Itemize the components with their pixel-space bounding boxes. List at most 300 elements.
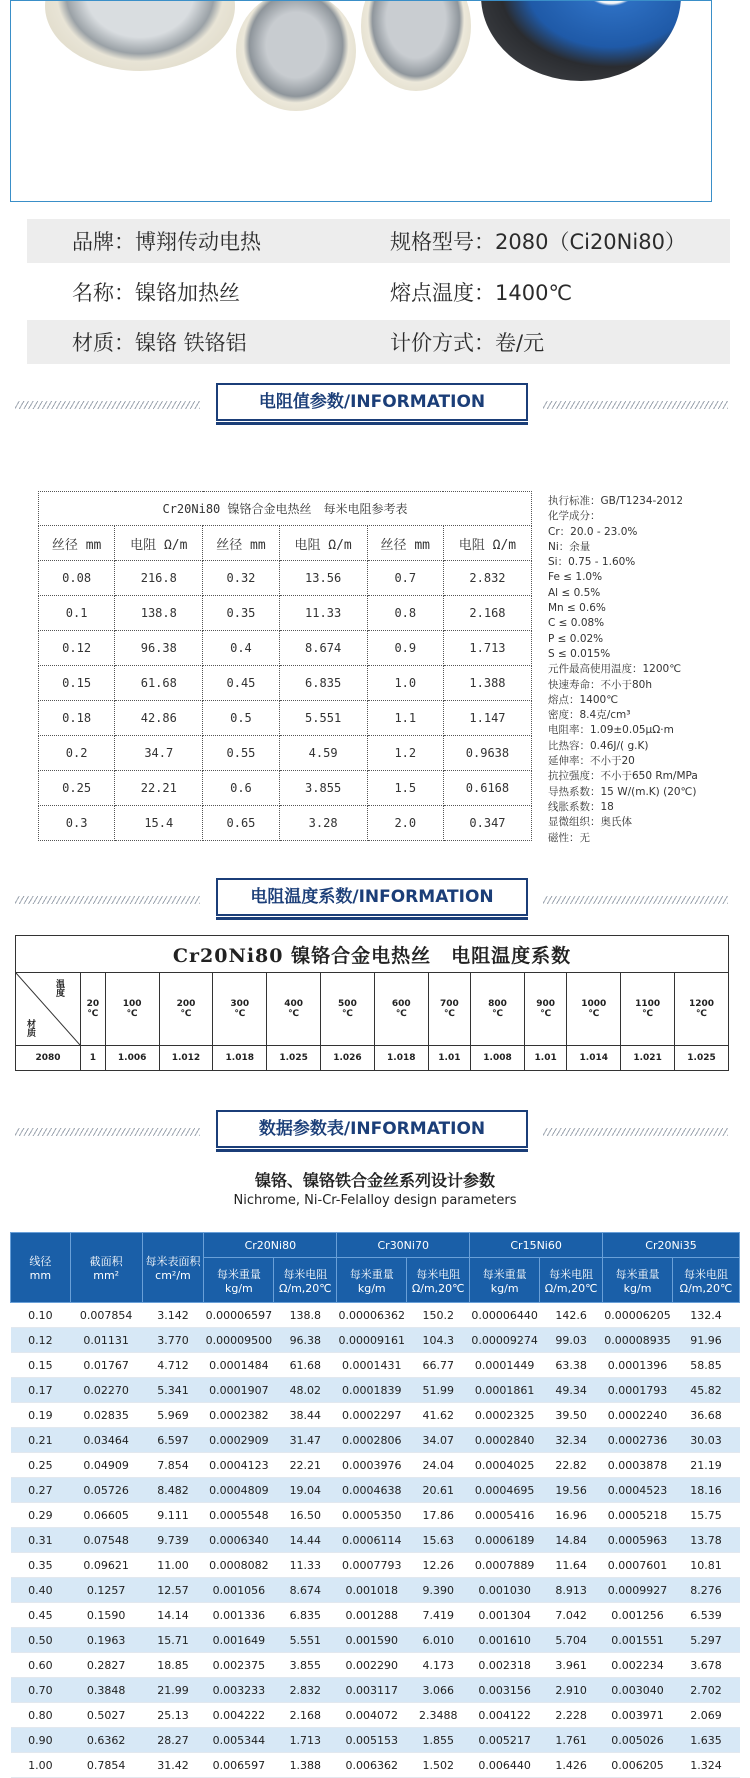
- table-row: [11, 1353, 740, 1378]
- property-line: 显微组织：奥氏体: [548, 816, 632, 829]
- property-line: 快速寿命：不小于80h: [548, 678, 653, 691]
- spec-name: 名称：镍铬加热丝: [72, 281, 240, 305]
- table-cell: 7.419: [407, 1603, 470, 1628]
- property-line: C ≤ 0.08%: [548, 617, 605, 630]
- table-cell: 0.0007793: [337, 1553, 407, 1578]
- temp-header-cell: 100 ℃: [105, 973, 159, 1046]
- table-cell: 6.010: [407, 1628, 470, 1653]
- temp-value-cell: 1.012: [159, 1046, 213, 1071]
- table-cell: 0.003233: [204, 1678, 274, 1703]
- table-cell: 3.142: [142, 1303, 204, 1328]
- table-cell: 0.35: [11, 1553, 71, 1578]
- table-cell: 0.0004638: [337, 1478, 407, 1503]
- spec-row-material: [27, 320, 730, 364]
- table-cell: 0.004072: [337, 1703, 407, 1728]
- spec-melting-point: 熔点温度：1400℃: [390, 281, 573, 305]
- table-cell: 11.33: [279, 596, 367, 631]
- table-cell: 0.25: [39, 771, 115, 806]
- table-cell: 0.0004695: [470, 1478, 540, 1503]
- table-cell: 32.34: [540, 1428, 603, 1453]
- table-cell: 0.0004523: [603, 1478, 673, 1503]
- table-cell: 1.426: [540, 1753, 603, 1778]
- temp-value-cell: 1.018: [213, 1046, 267, 1071]
- table-cell: 1.2: [367, 736, 443, 771]
- table-row: [11, 1678, 740, 1703]
- property-line: Ni：余量: [548, 540, 591, 553]
- table-cell: 0.005344: [204, 1728, 274, 1753]
- table-cell: 14.84: [540, 1528, 603, 1553]
- hatch-right: [543, 401, 728, 409]
- property-line: 熔点：1400℃: [548, 693, 619, 706]
- table-cell: 0.35: [203, 596, 279, 631]
- property-line: 密度：8.4克/cm³: [548, 709, 631, 722]
- table-cell: 0.0003878: [603, 1453, 673, 1478]
- table-cell: 1.713: [274, 1728, 337, 1753]
- sub-header-weight: 每米重量 kg/m: [470, 1258, 540, 1303]
- table-cell: 0.32: [203, 561, 279, 596]
- table-cell: 0.001056: [204, 1578, 274, 1603]
- temp-value-cell: 1.018: [374, 1046, 428, 1071]
- product-photo: [10, 0, 712, 202]
- table-cell: 0.65: [203, 806, 279, 841]
- table-cell: 0.001304: [470, 1603, 540, 1628]
- alloy-header: Cr20Ni35: [603, 1233, 740, 1258]
- header-cell: 电阻 Ω/m: [279, 526, 367, 561]
- temp-value-cell: 1.006: [105, 1046, 159, 1071]
- params-title-cn: 镍铬、镍铬铁合金丝系列设计参数: [254, 1171, 495, 1190]
- table-cell: 12.57: [142, 1578, 204, 1603]
- table-cell: 11.00: [142, 1553, 204, 1578]
- table-cell: 0.90: [11, 1728, 71, 1753]
- table-cell: 2.910: [540, 1678, 603, 1703]
- table-cell: 6.835: [274, 1603, 337, 1628]
- table-cell: 0.0007889: [470, 1553, 540, 1578]
- table-cell: 34.7: [115, 736, 203, 771]
- table-row: [11, 1478, 740, 1503]
- table-cell: 0.001336: [204, 1603, 274, 1628]
- sub-header-weight: 每米重量 kg/m: [204, 1258, 274, 1303]
- table-cell: 0.5: [203, 701, 279, 736]
- table-cell: 20.61: [407, 1478, 470, 1503]
- table-cell: 0.00006362: [337, 1303, 407, 1328]
- table-cell: 16.96: [540, 1503, 603, 1528]
- table-cell: 19.56: [540, 1478, 603, 1503]
- header-cell: 丝径 mm: [367, 526, 443, 561]
- temp-header-cell: 300 ℃: [213, 973, 267, 1046]
- table-cell: 0.0002325: [470, 1403, 540, 1428]
- wire-spool-3: [361, 0, 471, 91]
- table-cell: 49.34: [540, 1378, 603, 1403]
- table-cell: 0.005217: [470, 1728, 540, 1753]
- table-cell: 0.00006205: [603, 1303, 673, 1328]
- table-cell: 0.07548: [70, 1528, 142, 1553]
- spec-pricing: 计价方式：卷/元: [390, 331, 545, 355]
- table-cell: 14.44: [274, 1528, 337, 1553]
- table-cell: 0.60: [11, 1653, 71, 1678]
- table-cell: 0.00008935: [603, 1328, 673, 1353]
- table-row: [11, 1553, 740, 1578]
- table-cell: 0.18: [39, 701, 115, 736]
- table-cell: 0.0002840: [470, 1428, 540, 1453]
- table-cell: 0.0001793: [603, 1378, 673, 1403]
- table-row: [11, 1578, 740, 1603]
- table-cell: 0.0002382: [204, 1403, 274, 1428]
- table-cell: 42.86: [115, 701, 203, 736]
- table-cell: 2.702: [673, 1678, 740, 1703]
- table-cell: 0.04909: [70, 1453, 142, 1478]
- wire-spool-blue: [481, 0, 681, 81]
- spec-material: 材质：镍铬 铁铬铝: [72, 331, 247, 355]
- table-cell: 0.002290: [337, 1653, 407, 1678]
- col-area: 截面积 mm²: [70, 1233, 142, 1303]
- temp-header-cell: 900 ℃: [524, 973, 566, 1046]
- table-cell: 0.12: [39, 631, 115, 666]
- table-cell: 142.6: [540, 1303, 603, 1328]
- table-cell: 48.02: [274, 1378, 337, 1403]
- temp-value-cell: 1.01: [428, 1046, 470, 1071]
- table-cell: 2.832: [274, 1678, 337, 1703]
- table-row: [39, 771, 532, 806]
- table-cell: 0.2827: [70, 1653, 142, 1678]
- table-cell: 15.75: [673, 1503, 740, 1528]
- table-cell: 0.006205: [603, 1753, 673, 1778]
- table-cell: 0.02270: [70, 1378, 142, 1403]
- table-cell: 8.674: [274, 1578, 337, 1603]
- table-cell: 0.21: [11, 1428, 71, 1453]
- temp-value-cell: 1.008: [471, 1046, 525, 1071]
- table-cell: 0.0004123: [204, 1453, 274, 1478]
- table-cell: 0.0005416: [470, 1503, 540, 1528]
- table-cell: 18.16: [673, 1478, 740, 1503]
- table-cell: 150.2: [407, 1303, 470, 1328]
- table-cell: 1.00: [11, 1753, 71, 1778]
- property-line: 磁性：无: [548, 831, 590, 844]
- table-cell: 0.0002909: [204, 1428, 274, 1453]
- temp-value-cell: 1.025: [267, 1046, 321, 1071]
- table-cell: 5.341: [142, 1378, 204, 1403]
- table-cell: 0.0005963: [603, 1528, 673, 1553]
- table-cell: 3.066: [407, 1678, 470, 1703]
- table-cell: 3.678: [673, 1653, 740, 1678]
- section-title: 数据参数表/INFORMATION: [216, 1110, 528, 1148]
- col-diameter: 线径 mm: [11, 1233, 71, 1303]
- table-row: [11, 1303, 740, 1328]
- temp-coef-table: [15, 935, 729, 1071]
- table-cell: 14.14: [142, 1603, 204, 1628]
- table-cell: 0.00009500: [204, 1328, 274, 1353]
- table-cell: 0.0006189: [470, 1528, 540, 1553]
- table-cell: 0.55: [203, 736, 279, 771]
- table-cell: 96.38: [274, 1328, 337, 1353]
- table-cell: 25.13: [142, 1703, 204, 1728]
- temp-header-cell: 1000 ℃: [567, 973, 621, 1046]
- table-cell: 0.006440: [470, 1753, 540, 1778]
- table-row: [11, 1428, 740, 1453]
- property-line: Si：0.75 - 1.60%: [548, 556, 636, 569]
- temp-header-cell: 200 ℃: [159, 973, 213, 1046]
- table-cell: 0.29: [11, 1503, 71, 1528]
- table-cell: 13.56: [279, 561, 367, 596]
- table-cell: 0.003156: [470, 1678, 540, 1703]
- hatch-left: [15, 896, 200, 904]
- table-cell: 0.00009274: [470, 1328, 540, 1353]
- table-cell: 34.07: [407, 1428, 470, 1453]
- sub-header-resistance: 每米电阻 Ω/m,20℃: [274, 1258, 337, 1303]
- table-cell: 0.1: [39, 596, 115, 631]
- table-cell: 104.3: [407, 1328, 470, 1353]
- table-cell: 41.62: [407, 1403, 470, 1428]
- table-cell: 0.1257: [70, 1578, 142, 1603]
- table-cell: 0.00009161: [337, 1328, 407, 1353]
- table-cell: 2.228: [540, 1703, 603, 1728]
- table-cell: 5.704: [540, 1628, 603, 1653]
- property-line: 延伸率：不小于20: [548, 755, 635, 768]
- table-cell: 0.0002297: [337, 1403, 407, 1428]
- table-cell: 0.0001907: [204, 1378, 274, 1403]
- temp-value-cell: 1.025: [675, 1046, 729, 1071]
- table-row: [11, 1728, 740, 1753]
- property-line: 比热容：0.46J/( g.K): [548, 739, 649, 752]
- table-cell: 22.21: [115, 771, 203, 806]
- hatch-right: [543, 896, 728, 904]
- table-cell: 15.63: [407, 1528, 470, 1553]
- table-cell: 0.15: [39, 666, 115, 701]
- table-cell: 0.002375: [204, 1653, 274, 1678]
- table-cell: 0.0006114: [337, 1528, 407, 1553]
- table-cell: 0.6168: [443, 771, 531, 806]
- table-cell: 1.388: [274, 1753, 337, 1778]
- table-cell: 63.38: [540, 1353, 603, 1378]
- temp-header-cell: 20 ℃: [81, 973, 106, 1046]
- property-line: 执行标准：GB/T1234-2012: [548, 495, 684, 507]
- table-cell: 0.8: [367, 596, 443, 631]
- table-cell: 0.3848: [70, 1678, 142, 1703]
- header-cell: 电阻 Ω/m: [115, 526, 203, 561]
- table-row: [11, 1703, 740, 1728]
- table-cell: 1.761: [540, 1728, 603, 1753]
- table-cell: 15.4: [115, 806, 203, 841]
- header-cell: 电阻 Ω/m: [443, 526, 531, 561]
- table-cell: 0.0001861: [470, 1378, 540, 1403]
- table-cell: 0.0003976: [337, 1453, 407, 1478]
- table-cell: 2.3488: [407, 1703, 470, 1728]
- property-line: Mn ≤ 0.6%: [548, 602, 606, 615]
- table-cell: 0.5027: [70, 1703, 142, 1728]
- table-cell: 0.003117: [337, 1678, 407, 1703]
- table-cell: 0.00006597: [204, 1303, 274, 1328]
- temp-header-cell: 400 ℃: [267, 973, 321, 1046]
- table-cell: 0.0007601: [603, 1553, 673, 1578]
- table-cell: 0.50: [11, 1628, 71, 1653]
- table-cell: 0.0002736: [603, 1428, 673, 1453]
- table-row: [39, 666, 532, 701]
- table-cell: 0.0004025: [470, 1453, 540, 1478]
- table-cell: 1.713: [443, 631, 531, 666]
- table-cell: 9.111: [142, 1503, 204, 1528]
- property-line: 抗拉强度：不小于650 Rm/MPa: [548, 770, 698, 783]
- sub-header-weight: 每米重量 kg/m: [603, 1258, 673, 1303]
- temp-table-title: Cr20Ni80 镍铬合金电热丝 电阻温度系数: [16, 936, 729, 973]
- table-cell: 22.21: [274, 1453, 337, 1478]
- property-line: 化学成分：: [548, 510, 601, 523]
- table-cell: 0.001590: [337, 1628, 407, 1653]
- temp-header-cell: 500 ℃: [321, 973, 375, 1046]
- table-cell: 15.71: [142, 1628, 204, 1653]
- table-cell: 0.2: [39, 736, 115, 771]
- table-cell: 13.78: [673, 1528, 740, 1553]
- table-cell: 7.042: [540, 1603, 603, 1628]
- table-cell: 2.832: [443, 561, 531, 596]
- table-cell: 30.03: [673, 1428, 740, 1453]
- table-row: [11, 1503, 740, 1528]
- section-title: 电阻温度系数/INFORMATION: [216, 878, 528, 916]
- sub-header-resistance: 每米电阻 Ω/m,20℃: [673, 1258, 740, 1303]
- table-cell: 0.7854: [70, 1753, 142, 1778]
- table-row: [11, 1603, 740, 1628]
- temp-value-cell: 1.026: [321, 1046, 375, 1071]
- table-row: [39, 736, 532, 771]
- table-cell: 0.0001431: [337, 1353, 407, 1378]
- table-cell: 31.42: [142, 1753, 204, 1778]
- table-cell: 216.8: [115, 561, 203, 596]
- table-cell: 0.007854: [70, 1303, 142, 1328]
- temp-value-cell: 1.014: [567, 1046, 621, 1071]
- table-cell: 0.70: [11, 1678, 71, 1703]
- table-row: [39, 701, 532, 736]
- table-cell: 0.001288: [337, 1603, 407, 1628]
- table-cell: 0.004122: [470, 1703, 540, 1728]
- table-cell: 0.6: [203, 771, 279, 806]
- property-line: P ≤ 0.02%: [548, 632, 604, 645]
- property-line: Al ≤ 0.5%: [548, 586, 601, 599]
- table-cell: 39.50: [540, 1403, 603, 1428]
- table-cell: 0.006362: [337, 1753, 407, 1778]
- table-cell: 0.27: [11, 1478, 71, 1503]
- table-cell: 36.68: [673, 1403, 740, 1428]
- table-cell: 0.001018: [337, 1578, 407, 1603]
- table-cell: 96.38: [115, 631, 203, 666]
- sub-header-resistance: 每米电阻 Ω/m,20℃: [540, 1258, 603, 1303]
- alloy-header: Cr20Ni80: [204, 1233, 337, 1258]
- spec-brand: 品牌：博翔传动电热: [72, 230, 261, 254]
- section-header-resistance: [0, 383, 750, 427]
- table-cell: 1.0: [367, 666, 443, 701]
- table-cell: 0.0001449: [470, 1353, 540, 1378]
- temp-header-cell: 800 ℃: [471, 973, 525, 1046]
- table-cell: 0.03464: [70, 1428, 142, 1453]
- table-cell: 19.04: [274, 1478, 337, 1503]
- table-cell: 2.069: [673, 1703, 740, 1728]
- property-line: 元件最高使用温度：1200℃: [548, 663, 682, 676]
- table-cell: 0.0001484: [204, 1353, 274, 1378]
- table-cell: 3.855: [274, 1653, 337, 1678]
- params-title-en: Nichrome, Ni-Cr-Felalloy design parameters: [233, 1193, 517, 1208]
- table-cell: 11.33: [274, 1553, 337, 1578]
- property-line: 导热系数：15 W/(m.K) (20℃): [548, 785, 697, 798]
- table-cell: 10.81: [673, 1553, 740, 1578]
- table-cell: 0.19: [11, 1403, 71, 1428]
- table-cell: 24.04: [407, 1453, 470, 1478]
- table-cell: 0.0001396: [603, 1353, 673, 1378]
- col-surface: 每米表面积 cm²/m: [142, 1233, 204, 1303]
- table-cell: 0.347: [443, 806, 531, 841]
- table-cell: 4.173: [407, 1653, 470, 1678]
- temp-header-cell: 700 ℃: [428, 973, 470, 1046]
- material-properties: [548, 494, 748, 846]
- table-cell: 51.99: [407, 1378, 470, 1403]
- table-cell: 1.388: [443, 666, 531, 701]
- table-cell: 9.390: [407, 1578, 470, 1603]
- table-row: [11, 1628, 740, 1653]
- table-cell: 0.02835: [70, 1403, 142, 1428]
- table-cell: 0.80: [11, 1703, 71, 1728]
- table-cell: 0.003040: [603, 1678, 673, 1703]
- table-cell: 0.0005218: [603, 1503, 673, 1528]
- table-cell: 1.147: [443, 701, 531, 736]
- table-cell: 0.6362: [70, 1728, 142, 1753]
- table-cell: 0.25: [11, 1453, 71, 1478]
- table-cell: 5.551: [279, 701, 367, 736]
- spec-row-brand: [27, 219, 730, 263]
- table-cell: 0.0005548: [204, 1503, 274, 1528]
- table-cell: 91.96: [673, 1328, 740, 1353]
- table-row: [11, 1753, 740, 1778]
- table-cell: 4.59: [279, 736, 367, 771]
- table-cell: 0.9638: [443, 736, 531, 771]
- table-cell: 0.12: [11, 1328, 71, 1353]
- table-cell: 9.739: [142, 1528, 204, 1553]
- table-cell: 0.001551: [603, 1628, 673, 1653]
- table-cell: 5.551: [274, 1628, 337, 1653]
- temp-value-cell: 1.01: [524, 1046, 566, 1071]
- alloy-header: Cr15Ni60: [470, 1233, 603, 1258]
- table-cell: 0.09621: [70, 1553, 142, 1578]
- table-cell: 0.10: [11, 1303, 71, 1328]
- temp-header-cell: 1200 ℃: [675, 973, 729, 1046]
- table-cell: 3.770: [142, 1328, 204, 1353]
- table-row: [11, 1528, 740, 1553]
- resistance-table: [38, 491, 532, 841]
- table-cell: 0.0006340: [204, 1528, 274, 1553]
- material-cell: 2080: [16, 1046, 81, 1071]
- resistance-table-caption: Cr20Ni80 镍铬合金电热丝 每米电阻参考表: [39, 492, 532, 526]
- table-cell: 5.969: [142, 1403, 204, 1428]
- table-cell: 0.005026: [603, 1728, 673, 1753]
- spec-row-name: [27, 270, 730, 314]
- table-cell: 61.68: [115, 666, 203, 701]
- property-line: Cr：20.0 - 23.0%: [548, 525, 638, 538]
- table-cell: 3.855: [279, 771, 367, 806]
- table-cell: 6.835: [279, 666, 367, 701]
- table-cell: 8.276: [673, 1578, 740, 1603]
- table-cell: 1.5: [367, 771, 443, 806]
- table-cell: 58.85: [673, 1353, 740, 1378]
- table-cell: 0.003971: [603, 1703, 673, 1728]
- table-cell: 0.0005350: [337, 1503, 407, 1528]
- wire-spool-1: [45, 0, 235, 71]
- property-line: Fe ≤ 1.0%: [548, 571, 603, 584]
- table-cell: 0.31: [11, 1528, 71, 1553]
- alloy-header: Cr30Ni70: [337, 1233, 470, 1258]
- table-cell: 0.17: [11, 1378, 71, 1403]
- section-header-temp-coef: [0, 878, 750, 922]
- table-cell: 2.168: [274, 1703, 337, 1728]
- table-cell: 0.00006440: [470, 1303, 540, 1328]
- table-cell: 21.19: [673, 1453, 740, 1478]
- table-cell: 0.40: [11, 1578, 71, 1603]
- table-cell: 138.8: [274, 1303, 337, 1328]
- table-cell: 0.4: [203, 631, 279, 666]
